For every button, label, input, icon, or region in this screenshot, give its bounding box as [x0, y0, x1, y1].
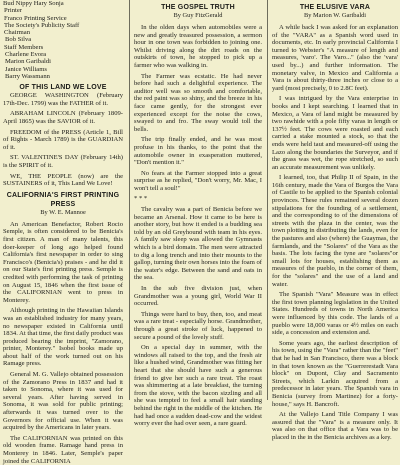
staff-line: Marion Garibaldi	[5, 58, 51, 66]
paragraph: The CALIFORNIAN was printed on this old wooden frame. Ramage hand press in Monterey in 1846. Later, Semple's paper joined the CALIFORNIA	[3, 434, 123, 465]
paragraph: A while back I was asked for an explanation of the "VARA" as a Spanish word used in documents, etc. In early provincial California I turned to Webster's "A measure of length and measures, 'varo'. The Varo..." (also the 'vara' used by...) and further information. The monetary valve, in Mexico and California a Vara is about thirty-three inches or close to a yard (most precisely, 0 to 2.8C feet).	[272, 24, 398, 92]
column-middle	[134, 0, 263, 428]
paragraph: GEORGE WASHINGTON (February 17th-Dec. 1799) was the FATHER of it.	[3, 92, 123, 107]
column-rule	[129, 0, 130, 400]
staff-line: Franco Printing Service	[4, 14, 67, 22]
staff-line: Charlene Evora	[5, 51, 47, 59]
staff-line: Barry Wassmann	[5, 72, 50, 80]
paragraph: Although printing in the Hawaiian Islands was an established industry for many years, no newspaper existed in California until 1834. At that time, the first daily product was produced bearing the imprint, "Zamorano, printer, Monterey." Isobel books made up about half of the work turned out on his Ramage press.	[3, 307, 123, 368]
paragraph: The Farmer was ecstatic. He had never before had such a delightful experience. The auditor well was so smooth and comfortable, the red paint was so shiny, and the breeze in his face came gently, for the strongest ever experienced except for the noise the cows, swayed to and fro. The sway would toll the bells.	[134, 72, 262, 133]
paragraph: FREEDOM of the PRESS (Article 1, Bill of Rights - March 1789) is the GUARDIAN of it.	[3, 128, 123, 151]
paragraph: On a special day in summer, with the windows all raised to the top, and the fresh air like a hushed wind, Grandmother was fitting her heart that she should have such a generous friend to give her such a rare treat. The roast was shimmering at a late breakfast, the turning from the stove, with the bacon sizzling and all she was tempted to feel a small hair standing behind the right in the middle of the kitchen. He had had once a sudden dead-cow and the widest worry ever the had over seen, a rare guard.	[134, 344, 262, 428]
paragraph: General M. G. Vallejo obtained possession of the Zamorano Press in 1837 and had it taken to Sonoma, where it was used for several years. After having served in Sonoma, it was sold for public printing; afterwards it was turned over to the Governors for official use. When it was acquired by the Americans in later years.	[3, 371, 123, 432]
paragraph: Things were hard to buy, then, too, and meat was a rare treat - especially horse. Grandmother, through a great stroke of luck, happened to secure a pound of the lovely stuff.	[134, 310, 262, 341]
staff-line: Bob Silva	[5, 36, 32, 44]
article-heading-this-land: OF THIS LAND WE LOVE	[19, 84, 107, 92]
staff-line: Staff Members	[4, 43, 44, 51]
column-rule	[267, 0, 268, 400]
paragraph: I was intrigued by the Vara enterprise in books and I kept searching. I learned that in Mexico, a Vara of land might be measured by two rawhide with a pole fifty varas in length or 137½ feet. The cows were roasted and each carried a stake mounted a stock, so that the ends were held taut and measured-off using the Lazo along the boundaries the Surveyor, and if the grass was wet, the rope stretched, so such an accurate measurement was unlikely.	[272, 95, 398, 171]
paragraph: At the Vallejo Land Title Company I was assured that the "Vara" is a measure only. It was also on that office that a Vara was to be placed in the in the Benicia archives as a key.	[272, 411, 398, 441]
paragraph: * * *	[134, 195, 148, 203]
staff-line: Printer	[4, 7, 22, 15]
paragraph: ABRAHAM LINCOLN (February 1809-April 1865) was the SAVIOR of it.	[3, 110, 123, 126]
column-right	[272, 0, 398, 441]
paragraph: The Spanish "Vara" Measure was in effect the first town planning legislation in the United States. Hundreds of towns in North America were influenced by this code. The lands of a pueblo were 18,000 varas or 4½ miles on each side, a concession and extension and.	[272, 291, 398, 337]
staff-line: Chairman	[4, 29, 31, 37]
article-heading-elusive-vara: THE ELUSIVE VARA	[299, 4, 371, 11]
paragraph: The trip finally ended, and he was most profuse in his thanks, to the point that the automobile owner in exasperation muttered, "Don't mention it."	[134, 136, 262, 167]
article-body-printing-press	[3, 221, 123, 465]
article-byline-elusive-vara: By Marion W. Garibaldi	[303, 12, 367, 19]
paragraph: An American Benefactor, Robert Rocio Semple, is often considered to be Benicia's first citizen. A man of many talents, this doer-keeper of long ago helped found California's first newspaper in order to sing Francisco's (Benicia's) praises - and he did it on our State's first printing press. Semple is credited with performing the task of printing on August 15, 1846 when the first issue of the CALIFORNIAN went to press in Monterey.	[3, 220, 123, 304]
paragraph: WE, THE PEOPLE (now) are the SUSTAINERS of it, This Land We Love!	[3, 172, 123, 188]
masthead-staff	[3, 0, 123, 80]
paragraph: In the sub five division just, when Grandmother was a young girl, World War II occurred.	[134, 285, 262, 308]
paragraph: I learned, too, that Philip II of Spain, in the 16th century, made the Vara of Burgos the Vara of Castile to be applied to the Spanish colonial provinces. These rules remained several dozen stipulations for the founding of a settlement, and the corresponding to of the dimensions of streets with the plaza in the center, was the town plotting in distributing the lands, even for the pastures and also (where) the Guaymas, the farmlands, and the "Solares" of the Vara as the basis. The lots facing the tyne are "solares"or small lots for houses, establishing them as measures of the pueblo, in the corner of them, for the "solares" and the use of a land and water.	[272, 174, 398, 288]
paragraph: Some years ago, the earliest description of his town, using the "Vara" rather than the "feet" that he had in San Francisco, there was a block in that town known as the "Guerrerestadt Vara block" on Dupont, Clay and Sacramento Streets, which Larkin acquired from a predecessor in later years. The Spanish vara in Benicia (survey from Martinez) for a forty-house," says H. Bancroft.	[272, 339, 398, 408]
article-byline-gospel-truth: By Guy FitzGerald	[173, 12, 223, 19]
staff-line: Bud Nippy Hary Sonja	[3, 0, 64, 7]
article-body-gospel-truth	[134, 24, 262, 428]
staff-line: Janice Williams	[5, 65, 47, 73]
article-heading-gospel-truth: THE GOSPEL TRUTH	[161, 4, 235, 11]
article-heading-printing-press: CALIFORNIA'S FIRST PRINTING PRESS	[6, 191, 120, 208]
article-body-elusive-vara	[272, 24, 398, 441]
paragraph: No fears at the Farmer stopped into a great surprise as he replied, "Don't worry, Mr. Mac, I won't tell a soul!"	[134, 169, 262, 192]
column-left	[3, 0, 123, 465]
staff-line: The Society's Publicity Staff	[4, 21, 80, 29]
paragraph: ST. VALENTINE'S DAY (February 14th) is the SPIRIT of it.	[3, 154, 123, 170]
paragraph: The cavalry was a part of Benicia before we became an Arsenal. How it came to be here is another story, but how it ended is a budding sea told by an old Greyhound with team in his eyes. A family saw sleep was allowed the Gymnasts which is a bird domain. The men were attracted to dig a long trench and into their mounts to the gallop, turning their own horses into the foam of the water's edge. Between the sand and oats in the sea.	[134, 206, 263, 282]
article-body-this-land	[3, 92, 123, 188]
article-byline-printing-press: By W. E. Mannoe	[40, 208, 86, 216]
paragraph: In the olden days when automobiles were a new and greatly treasured possession, a sermon hour in one town was forbidden to joining one. Whilst driving along the dirt roads on the outskirts of town, he stopped to pick up a farmer who was walking in.	[134, 24, 262, 69]
